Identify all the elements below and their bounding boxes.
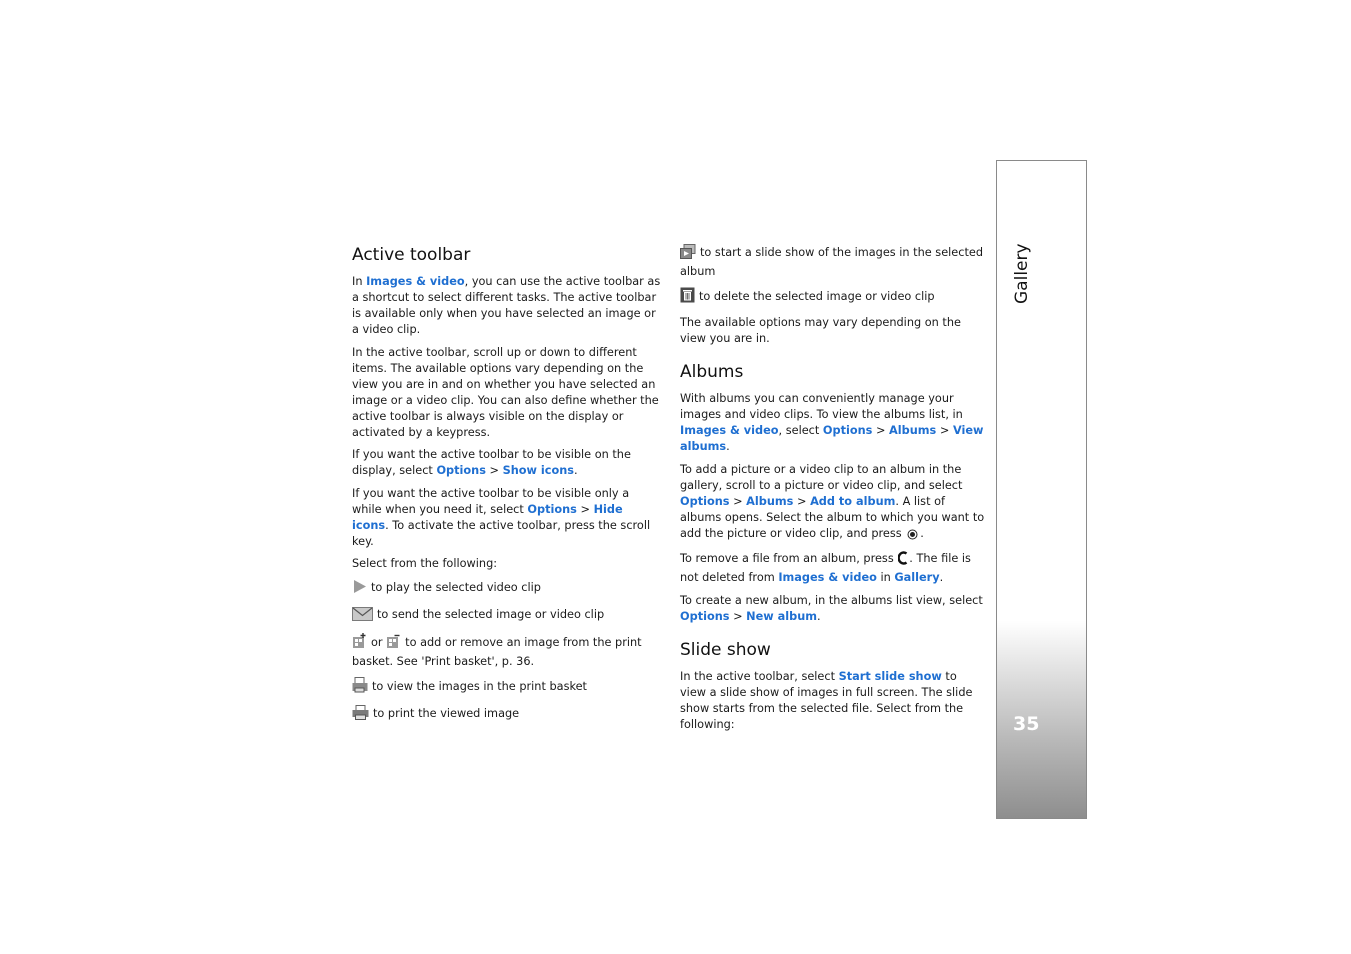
envelope-icon [352, 606, 373, 626]
heading-albums: Albums [680, 362, 744, 382]
keyword: Images & video [366, 275, 465, 288]
page-number: 35 [1013, 713, 1040, 735]
paragraph: To remove a file from an album, press . The file is not deleted from Images & video in Gallery. [680, 552, 971, 584]
list-item-delete: to delete the selected image or video clip [680, 287, 986, 308]
heading-active-toolbar: Active toolbar [352, 245, 471, 265]
chapter-title: Gallery [1012, 243, 1032, 304]
keyword: Add to album [810, 494, 896, 508]
keyword: Albums [746, 494, 794, 508]
keyword: Options [527, 502, 577, 516]
paragraph: If you want the active toolbar to be visible only a while when you need it, select Options > Hide icons. To activate the active toolbar, press the scroll key. [352, 486, 651, 548]
scroll-key-icon [907, 529, 918, 545]
list-item-send: to send the selected image or video clip [352, 606, 662, 626]
left-column [352, 244, 662, 732]
keyword: Options [436, 464, 486, 477]
keyword: View albums [680, 424, 984, 453]
keyword: Gallery [894, 571, 940, 584]
keyword: Options [680, 494, 730, 508]
paragraph: The available options may vary depending on the view you are in. [680, 316, 961, 345]
paragraph: If you want the active toolbar to be visible on the display, select Options > Show icons. [352, 448, 631, 477]
add-to-basket-icon [352, 633, 367, 654]
trash-icon [680, 287, 695, 308]
clear-key-icon [898, 551, 908, 570]
paragraph: Select from the following: [352, 557, 498, 570]
keyword: Hide icons [352, 502, 623, 532]
printer-icon [352, 705, 369, 725]
heading-slide-show: Slide show [680, 639, 771, 660]
keyword: Images & video [680, 424, 779, 437]
keyword: New album [746, 609, 818, 623]
paragraph: In the active toolbar, select Start slide show to view a slide show of images in full screen. The slide show starts from the selected file. Select from the following: [680, 669, 973, 731]
keyword: Albums [889, 424, 937, 437]
paragraph: To create a new album, in the albums list view, select Options > New album. [680, 593, 983, 623]
paragraph: In Images & video, you can use the active toolbar as a shortcut to select different tasks. The active toolbar is available only when you have selected an image or a video clip. [352, 275, 661, 336]
list-item-print: to print the viewed image [352, 705, 662, 725]
keyword: Images & video [778, 571, 877, 584]
list-item-print-basket: or to add or remove an image from the print basket. See 'Print basket', p. 36. [352, 633, 662, 670]
paragraph: To add a picture or a video clip to an album in the gallery, scroll to a picture or video clip, and select Options > Albums > Add to album. A list of albums opens. Select the album to which you want to add the picture or video clip, and press . [680, 462, 986, 545]
right-column [680, 244, 986, 739]
list-item-slideshow: to start a slide show of the images in the selected album [680, 246, 983, 278]
chapter-tab [996, 160, 1087, 819]
remove-from-basket-icon [386, 633, 401, 654]
list-item-view-basket: to view the images in the print basket [352, 677, 662, 698]
list-item-play: to play the selected video clip [352, 579, 662, 599]
print-basket-icon [352, 677, 368, 698]
keyword: Start slide show [838, 669, 942, 683]
play-icon [352, 579, 367, 599]
slideshow-icon [680, 244, 696, 264]
paragraph: In the active toolbar, scroll up or down to different items. The available options vary depending on the view you are in and on whether you have selected an image or a video clip. You can also define whether the active toolbar is always visible on the display or activated by a keypress. [352, 345, 659, 439]
keyword: Options [822, 424, 873, 437]
paragraph: With albums you can conveniently manage your images and video clips. To view the albums list, in Images & video, select Options > Albums > View albums. [680, 392, 984, 453]
keyword: Show icons [502, 464, 575, 477]
keyword: Options [680, 609, 730, 623]
